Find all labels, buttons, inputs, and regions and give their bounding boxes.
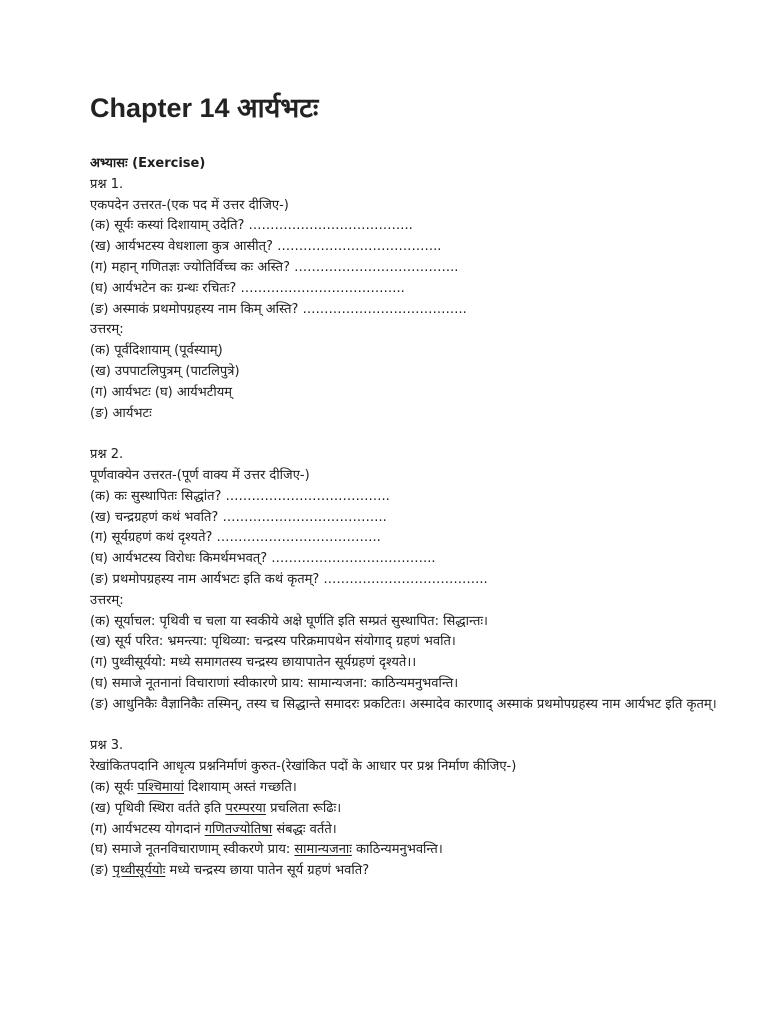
question-instruction: रेखांकितपदानि आधृत्य प्रश्ननिर्माणं कुरुत-(रेखांकित पदों के आधार पर प्रश्न निर्माण कीजिए-): [90, 759, 517, 775]
answer-item: (ग) आर्यभटः (घ) आर्यभटीयम्: [90, 384, 233, 400]
question-item: (ग) सूर्यग्रहणं कथं दृश्यते? ………………………………..: [90, 530, 381, 546]
item-text: (ख) पृथिवी स्थिरा वर्तते इति: [90, 800, 226, 816]
question-instruction: पूर्णवाक्येन उत्तरत-(पूर्ण वाक्य में उत्तर दीजिए-): [90, 467, 310, 483]
question-item: (घ) आर्यभटेन कः ग्रन्थः रचितः? ………………………………..: [90, 280, 405, 296]
answer-label: उत्तरम्:: [90, 322, 124, 338]
question-item: [90, 820, 730, 841]
item-text: प्रचलिता रूढिः।: [265, 800, 342, 816]
answer-item: (ख) उपपाटलिपुत्रम् (पाटलिपुत्रे): [90, 363, 240, 379]
answer-item: (क) पूर्वदिशायाम् (पूर्वस्याम्): [90, 343, 223, 359]
item-text: मध्ये चन्द्रस्य छाया पातेन सूर्य ग्रहणं भवति?: [165, 863, 370, 879]
exercise-heading: अभ्यासः (Exercise): [90, 156, 206, 171]
question-1: [90, 175, 730, 425]
answer-item: (ख) सूर्य परित: भ्रमन्त्या: पृथिव्या: चन्द्रस्य परिक्रमापथेन संयोगाद् ग्रहणं भवति।: [90, 634, 456, 650]
item-text: काठिन्यमनुभवन्ति।: [351, 842, 443, 858]
question-item: (ख) चन्द्रग्रहणं कथं भवति? ………………………………..: [90, 509, 387, 525]
item-text: (ग) आर्यभटस्य योगदानं: [90, 821, 205, 837]
document-page: [90, 88, 730, 882]
answer-item: (घ) समाजे नूतनानां विचाराणां स्वीकारणे प्राय: सामान्यजना: काठिन्यमनुभवन्ति।: [90, 675, 459, 691]
question-item: (ग) महान् गणितज्ञः ज्योतिर्विच्च कः अस्ति? ………………………………..: [90, 259, 459, 275]
underlined-word: सामान्यजनाः: [294, 842, 352, 858]
answer-item: (क) सूर्याचल: पृथिवी च चला या स्वकीये अक्षे घूर्णति इति सम्प्रतं सुस्थापित: सिद्धान्तः।: [90, 613, 488, 629]
question-item: [90, 840, 730, 861]
question-label: प्रश्न 1.: [90, 176, 124, 192]
page-title: Chapter 14 आर्यभटः: [90, 93, 319, 123]
underlined-word: पृथ्वीसूर्ययोः: [112, 863, 166, 879]
question-item: [90, 799, 730, 820]
answer-label: उत्तरम्:: [90, 592, 124, 608]
item-text: (ङ): [90, 863, 113, 879]
question-item: (क) सूर्यः कस्यां दिशायाम् उदेति? ………………………………..: [90, 218, 413, 234]
question-item: (ख) आर्यभटस्य वेधशाला कुत्र आसीत्? ………………………………..: [90, 239, 442, 255]
question-3: [90, 736, 730, 882]
question-item: (घ) आर्यभटस्य विरोधः किमर्थमभवत्? ………………………………..: [90, 551, 436, 567]
answer-item: (ङ) आर्यभटः: [90, 405, 152, 421]
underlined-word: पश्चिमायां: [137, 779, 184, 795]
answer-item: (ग) पुथ्वीसूर्ययो: मध्ये समागतस्य चन्द्रस्य छायापातेन सूर्यग्रहणं दृश्यते।।: [90, 655, 417, 671]
question-2: [90, 445, 730, 715]
item-text: संबद्धः वर्तते।: [272, 821, 337, 837]
underlined-word: परम्परया: [225, 800, 266, 816]
question-label: प्रश्न 2.: [90, 447, 124, 463]
item-text: (घ) समाजे नूतनविचाराणाम् स्वीकरणे प्राय:: [90, 842, 295, 858]
question-item: [90, 778, 730, 799]
question-item: (ङ) प्रथमोपग्रहस्य नाम आर्यभटः इति कथं कृतम्? ………………………………..: [90, 571, 488, 587]
spacer: [90, 424, 730, 445]
question-item: (ङ) अस्माकं प्रथमोपग्रहस्य नाम किम् अस्ति? ………………………………..: [90, 301, 467, 317]
underlined-word: गणितज्योतिषा: [204, 821, 273, 837]
question-label: प्रश्न 3.: [90, 738, 124, 754]
spacer: [90, 716, 730, 737]
item-text: (क) सूर्यः: [90, 779, 138, 795]
question-item: (क) कः सुस्थापितः सिद्धांत? ………………………………..: [90, 488, 390, 504]
answer-item: (ङ) आधुनिकैः वैज्ञानिकैः तस्मिन्, तस्य च सिद्धान्ते समादरः प्रकटितः। अस्मादेव कारणाद् अस्माकं प्रथमोपग्रहस्य नाम आर्यभट इति कृतम्।: [90, 696, 717, 712]
question-instruction: एकपदेन उत्तरत-(एक पद में उत्तर दीजिए-): [90, 197, 289, 213]
item-text: दिशायाम् अस्तं गच्छति।: [183, 779, 297, 795]
question-item: [90, 861, 730, 882]
